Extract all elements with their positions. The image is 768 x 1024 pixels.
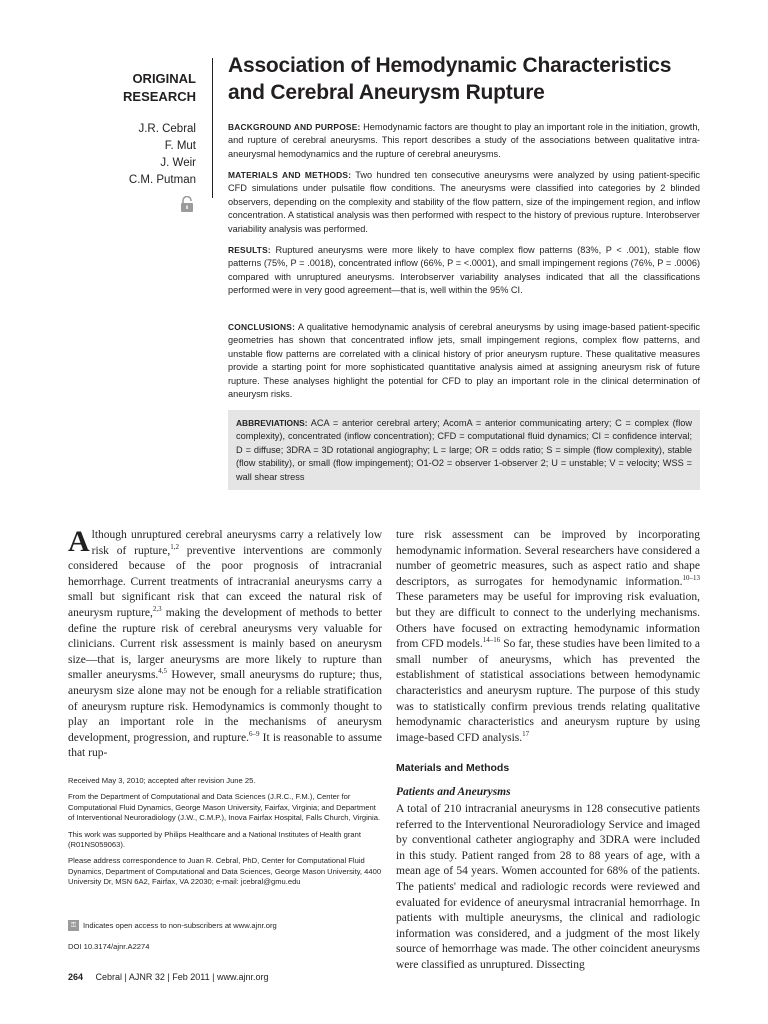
citation-ref: 4,5: [158, 667, 168, 676]
note-received: Received May 3, 2010; accepted after revision June 25.: [68, 776, 256, 785]
body-column-left: [68, 525, 382, 762]
citation-ref: 1,2: [170, 542, 179, 551]
abstract-conclusions-label: CONCLUSIONS:: [228, 322, 296, 332]
open-access-lock-icon: [180, 196, 194, 212]
abbreviations-text: ACA = anterior cerebral artery; AcomA = anterior communicating artery; C = complex (flow complexity), concentrated (inflow concentration); CFD = computational fluid dynamics; CI = confidence interval; D = diffuse; 3DRA = 3D rotational angiography; L = large; OR = odds ratio; S = simple (flow complexity), stable (flow stability), or small (flow impingement); O1-O2 = observer 1-observer 2; U = unstable; V = velocity; WSS = wall shear stress: [236, 418, 692, 482]
abstract-results-text: Ruptured aneurysms were more likely to have complex flow patterns (83%, P < .001), stable flow patterns (75%, P = .0018), concentrated inflow (66%, P = <.0001), and small impingement regions (76%, P = .0006) compared with unruptured aneurysms. Interobserver variability analyses indicated that all the classifications performed were in very good agreement—that is, well within the 95% CI.: [228, 245, 700, 296]
article-notes: [68, 776, 382, 894]
section-heading-methods: Materials and Methods: [396, 762, 510, 774]
note-correspondence: Please address correspondence to Juan R. Cebral, PhD, Center for Computational Fluid Dynamics, Department of Computational and Data Sciences, George Mason University, 4400 University Dr, MSN 6A2, Fairfax, VA 22030; e-mail: jcebral@gmu.edu: [68, 856, 382, 887]
body-column-right-text: [396, 529, 700, 744]
abstract-results: [228, 244, 700, 298]
citation-ref: 6–9: [249, 729, 260, 738]
abstract-methods-text: Two hundred ten consecutive aneurysms were analyzed by using patient-specific CFD simulations under pulsatile flow conditions. The aneurysms were classified into categories by 2 blinded observers, depending on the complexity and stability of the flow pattern, size of the impingement region, and inflow concentration. A statistical analysis was then performed with respect to the history of previous rupture. Interobserver variability analysis was performed.: [228, 170, 700, 234]
abbreviations-box: [228, 410, 700, 490]
article-title: Association of Hemodynamic Characteristics and Cerebral Aneurysm Rupture: [228, 54, 672, 104]
abbreviations-label: ABBREVIATIONS:: [236, 418, 308, 428]
citation-ref: 2,3: [152, 605, 162, 614]
note-funding: This work was supported by Philips Healthcare and a National Institutes of Health grant (R01NS059063).: [68, 829, 361, 850]
body-patients-text: A total of 210 intracranial aneurysms in 128 consecutive patients referred to the Interventional Neuroradiology Service and imaged by conventional catheter angiography and 3DRA were included in this study. Patient ranged from 28 to 88 years of age, with a mean age of 54 years. Women accounted for 68% of the patients. The patients' medical and radiologic records were reviewed and evaluated for evidence of aneurysmal intracranial hemorrhage. In patients with multiple aneurysms, the clinical and radiologic information was considered, and a judgment of the most likely source of hemorrhage was made. The other coincident aneurysms were classified as unruptured. Dissecting: [396, 803, 700, 971]
abstract-background-text: Hemodynamic factors are thought to play an important role in the initiation, growth, and rupture of cerebral aneurysms. This report describes a study of the associations between qualitative intra-aneurysmal hemodynamics and the rupture of cerebral aneurysms.: [228, 122, 700, 159]
body-text-run: lthough unruptured cerebral aneurysms carry a relatively low risk of rupture,: [91, 529, 382, 557]
body-text-run: ture risk assessment can be improved by incorporating hemodynamic information. Several researchers have considered a number of geometric measures, such as aspect ratio and shape descriptors, as surrogates for hemodynamic information.: [396, 529, 700, 588]
author: F. Mut: [164, 140, 196, 152]
drop-cap: A: [68, 525, 90, 558]
author: C.M. Putman: [128, 174, 196, 186]
abstract-conclusions-text: A qualitative hemodynamic analysis of cerebral aneurysms by using image-based patient-specific geometries has shown that concentrated inflow jets, small impingement regions, complex flow patterns, and unstable flow patterns are correlated with a clinical history of prior aneurysm rupture. These qualitative measures provide a starting point for more sophisticated quantitative analysis aimed at assigning aneurysm risk of future rupture. These analyses highlight the potential for CFD to play an important role in the clinical determination of aneurysm risks.: [228, 322, 700, 400]
page-footer: [68, 972, 268, 982]
citation-ref: 17: [522, 729, 530, 738]
author: J.R. Cebral: [138, 123, 196, 135]
body-text-run: preventive interventions are commonly considered because of the poor prognosis of intracranial hemorrhage. Current treatments of intracranial aneurysms carry a small but significant risk that can exceed the natural risk of aneurysm rupture,: [68, 544, 382, 619]
abstract-conclusions: [228, 321, 700, 401]
abstract-results-label: RESULTS:: [228, 245, 271, 255]
body-text-run: However, small aneurysms do rupture; thus, aneurysm size alone may not be enough for a reliable stratification of aneurysm rupture risk. Hemodynamics is commonly thought to play an important role in the mechanisms of aneurysm development, progression, and rupture.: [68, 669, 382, 744]
body-column-left-text: [68, 525, 382, 760]
body-text-run: making the development of methods to better define the rupture risk of cerebral aneurysms very valuable for clinicians. Current risk assessment is mainly based on aneurysm size—that is, larger aneurysms are more likely to rupture than smaller aneurysms.: [68, 606, 382, 682]
body-column-right: [396, 528, 700, 746]
category-line-2: RESEARCH: [123, 89, 196, 104]
note-affiliations: From the Department of Computational and Data Sciences (J.R.C., F.M.), Center for Computational Fluid Dynamics, George Mason University, Fairfax, Virginia; and Department of Interventional Neuroradiology (J.W., C.M.P.), Inova Fairfax Hospital, Falls Church, Virginia.: [68, 792, 381, 823]
citation-ref: 14–16: [482, 636, 501, 645]
header-divider: [212, 58, 213, 198]
body-text-run: It is reasonable to assume that rup-: [68, 731, 382, 760]
open-access-icon: ⚿: [68, 920, 79, 931]
open-access-note: [68, 920, 277, 931]
subsection-heading-patients: Patients and Aneurysms: [396, 786, 511, 798]
body-text-run: So far, these studies have been limited to a small number of aneurysms, which has prevented the establishment of statistical associations between hemodynamic characteristics and aneurysm rupture. The purpose of this study was to statistically confirm previous trends relating qualitative hemodynamic characteristics and aneurysm rupture by using image-based CFD analysis.: [396, 638, 700, 744]
author: J. Weir: [160, 157, 196, 169]
open-access-text: Indicates open access to non-subscribers at www.ajnr.org: [83, 921, 277, 930]
category-line-1: ORIGINAL: [132, 71, 196, 86]
citation-ref: 10–13: [682, 573, 700, 582]
abstract-background-label: BACKGROUND AND PURPOSE:: [228, 122, 361, 132]
footer-citation: Cebral | AJNR 32 | Feb 2011 | www.ajnr.org: [95, 972, 269, 982]
doi: DOI 10.3174/ajnr.A2274: [68, 942, 150, 951]
abstract-background: [228, 121, 700, 161]
author-list: [90, 121, 196, 189]
abstract-methods-label: MATERIALS AND METHODS:: [228, 170, 352, 180]
page-number: 264: [68, 972, 84, 982]
article-category: [90, 70, 196, 106]
body-text-run: These parameters may be useful for improving risk evaluation, but they are difficult to connect to the underlying mechanisms. Others have focused on extracting hemodynamic information from CFD models.: [396, 591, 700, 651]
abstract-methods: [228, 169, 700, 236]
